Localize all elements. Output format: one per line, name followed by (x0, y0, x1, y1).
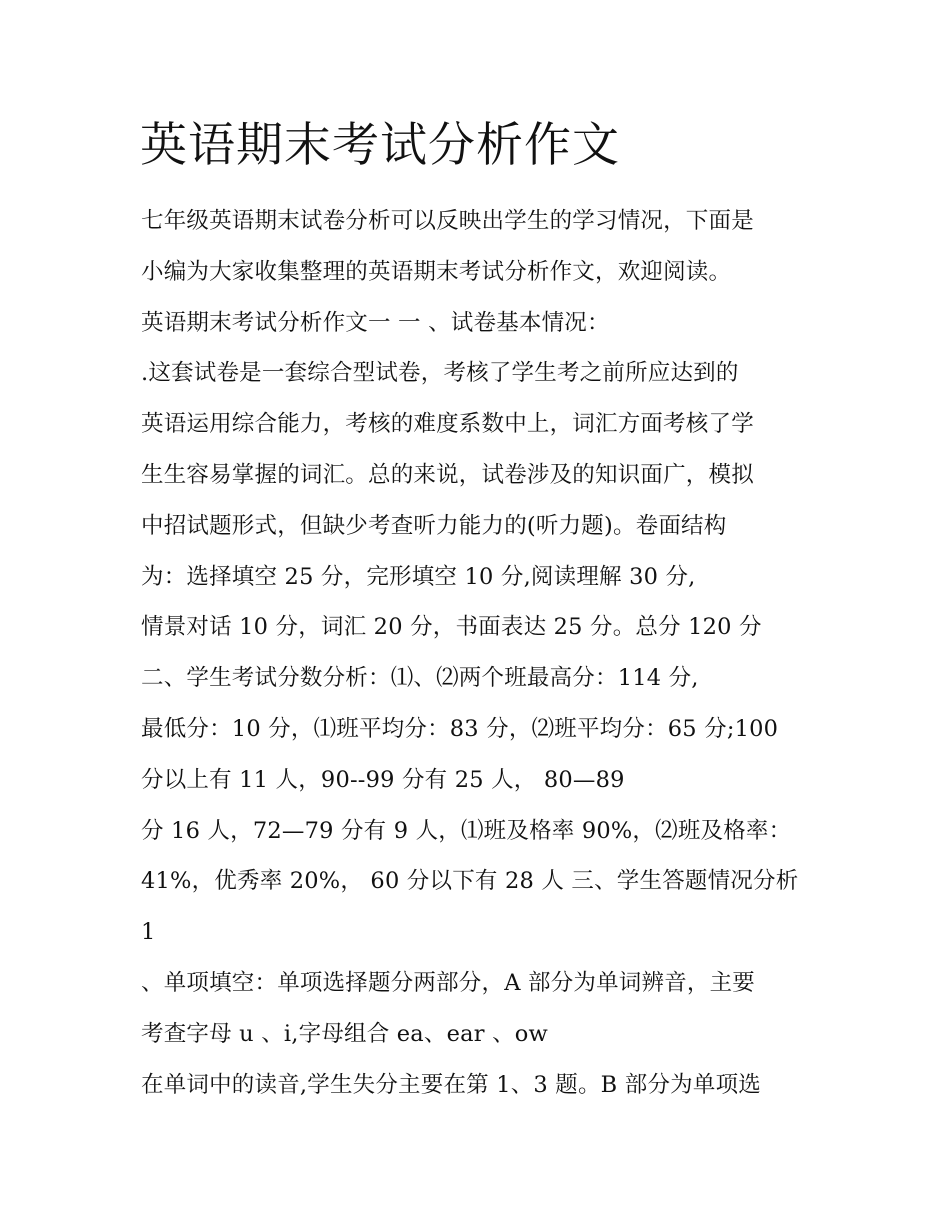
body-line: 考查字母 u 、i,字母组合 ea、ear 、ow (141, 1020, 548, 1047)
document-title: 英语期末考试分析作文 (140, 118, 620, 173)
body-line: 情景对话 10 分，词汇 20 分，书面表达 25 分。总分 120 分 (141, 614, 762, 641)
body-line: 在单词中的读音,学生失分主要在第 1、3 题。B 部分为单项选 (141, 1071, 761, 1098)
body-line: 分以上有 11 人，90--99 分有 25 人， 80—89 (141, 766, 625, 793)
body-line: 为：选择填空 25 分，完形填空 10 分,阅读理解 30 分, (141, 563, 696, 590)
body-line: 41%，优秀率 20%， 60 分以下有 28 人 三、学生答题情况分析 (141, 868, 799, 895)
body-line: 英语运用综合能力，考核的难度系数中上，词汇方面考核了学 (141, 411, 754, 438)
body-line: 最低分：10 分，⑴班平均分：83 分，⑵班平均分：65 分;100 (141, 715, 779, 742)
body-line: 二、学生考试分数分析：⑴、⑵两个班最高分：114 分, (141, 665, 699, 692)
body-line: 小编为大家收集整理的英语期末考试分析作文，欢迎阅读。 (141, 258, 732, 285)
body-line: .这套试卷是一套综合型试卷，考核了学生考之前所应达到的 (141, 360, 739, 387)
body-line: 分 16 人，72—79 分有 9 人，⑴班及格率 90%，⑵班及格率： (141, 817, 792, 844)
document-body (141, 196, 831, 1110)
body-line: 1 (141, 919, 156, 946)
body-line: 英语期末考试分析作文一 一 、试卷基本情况： (141, 309, 610, 336)
body-line: 、单项填空：单项选择题分两部分，A 部分为单词辨音，主要 (141, 969, 756, 996)
body-line: 七年级英语期末试卷分析可以反映出学生的学习情况，下面是 (141, 208, 754, 234)
body-line: 生生容易掌握的词汇。总的来说，试卷涉及的知识面广，模拟 (141, 461, 754, 488)
body-line: 中招试题形式，但缺少考查听力能力的(听力题)。卷面结构 (141, 512, 727, 539)
